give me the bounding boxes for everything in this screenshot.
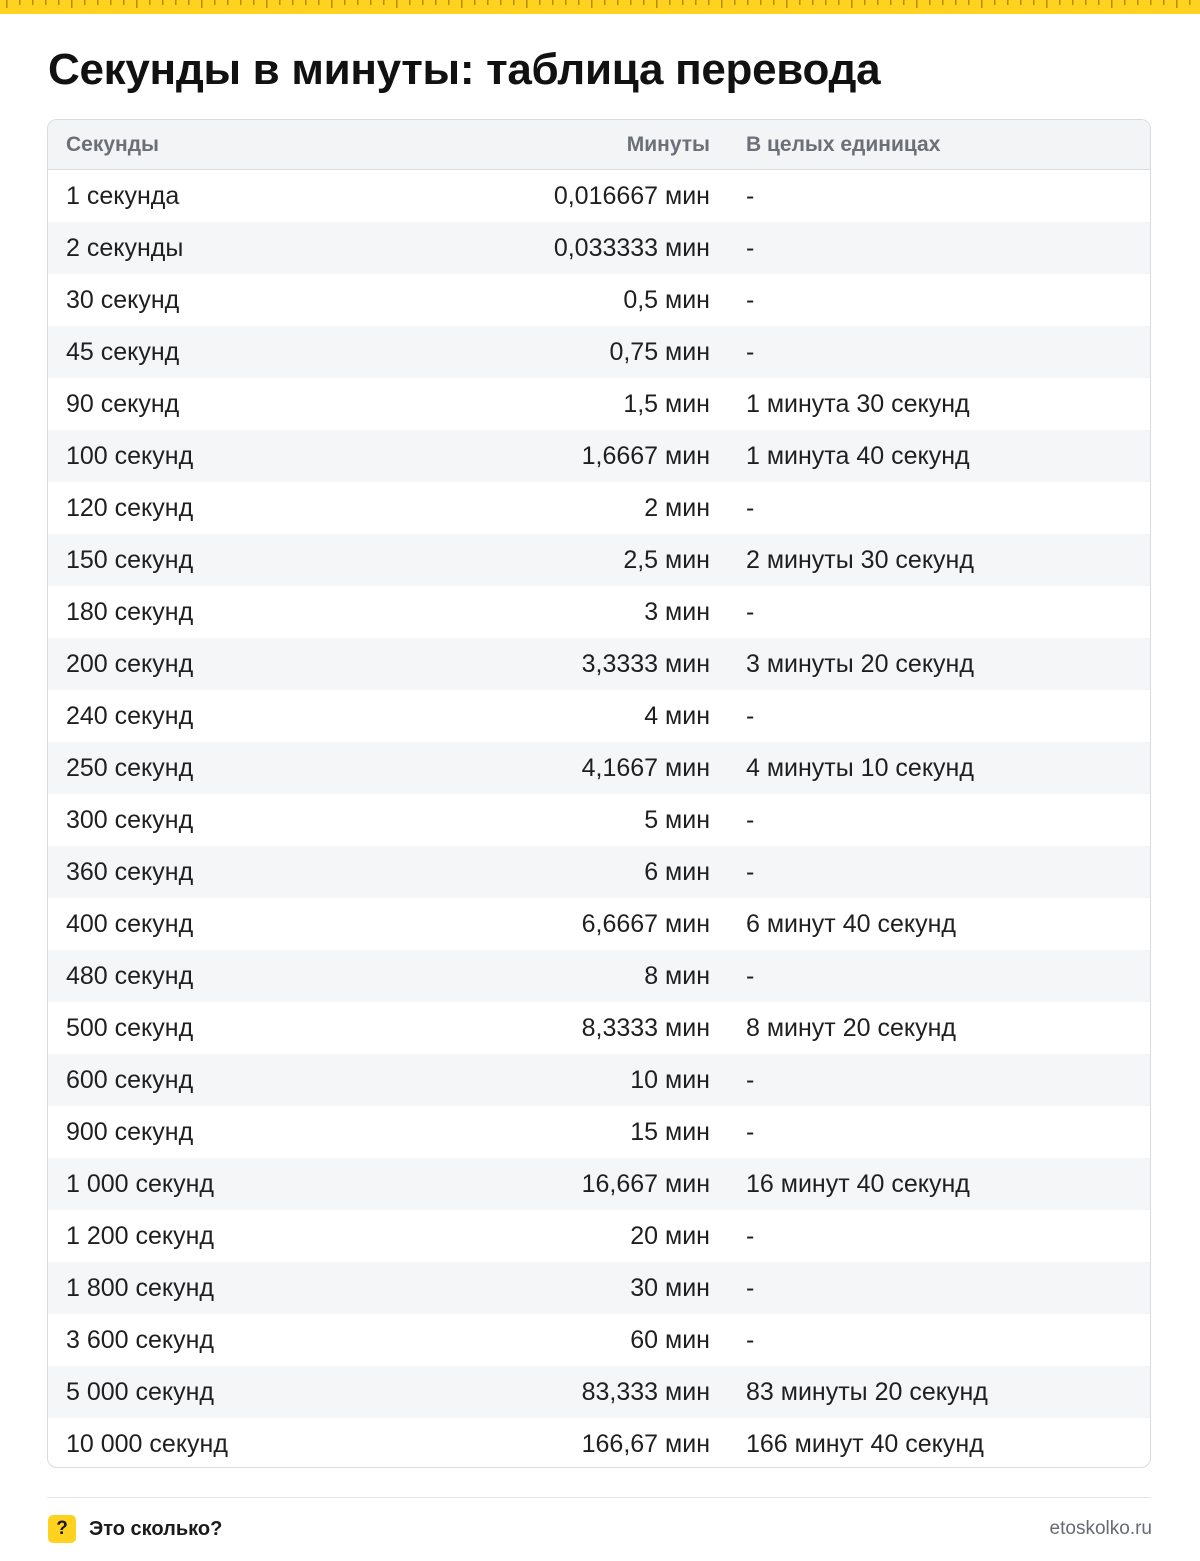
table-row <box>48 794 1150 846</box>
ruler-tick <box>1150 0 1152 5</box>
ruler-tick <box>19 0 21 5</box>
ruler-tick <box>747 0 749 5</box>
ruler-tick <box>643 0 645 5</box>
cell-seconds: 400 секунд <box>66 909 194 938</box>
table-row <box>48 1210 1150 1262</box>
ruler-tick <box>760 0 762 5</box>
ruler-tick <box>344 0 346 5</box>
cell-whole-units: - <box>746 805 755 834</box>
ruler-tick <box>526 0 528 8</box>
cell-whole-units: 1 минута 40 секунд <box>746 441 970 470</box>
cell-minutes: 10 мин <box>630 1065 710 1094</box>
cell-whole-units: - <box>746 597 755 626</box>
ruler-tick <box>383 0 385 5</box>
ruler-tick <box>318 0 320 5</box>
ruler-tick <box>656 0 658 8</box>
ruler-tick <box>942 0 944 5</box>
cell-whole-units: 83 минуты 20 секунд <box>746 1377 988 1406</box>
cell-seconds: 200 секунд <box>66 649 194 678</box>
cell-whole-units: - <box>746 1117 755 1146</box>
conversion-table <box>47 119 1151 1468</box>
ruler-tick <box>1046 0 1048 8</box>
cell-minutes: 3,3333 мин <box>581 649 710 678</box>
ruler-tick <box>227 0 229 5</box>
cell-seconds: 600 секунд <box>66 1065 194 1094</box>
cell-minutes: 60 мин <box>630 1325 710 1354</box>
cell-seconds: 45 секунд <box>66 337 180 366</box>
ruler-tick <box>825 0 827 5</box>
ruler-tick <box>682 0 684 5</box>
cell-minutes: 0,75 мин <box>609 337 710 366</box>
ruler-tick <box>32 0 34 5</box>
ruler-tick <box>1020 0 1022 5</box>
ruler-tick <box>838 0 840 5</box>
header-minutes: Минуты <box>626 132 710 156</box>
brand-name: Это сколько? <box>89 1517 223 1540</box>
ruler-tick <box>903 0 905 5</box>
cell-whole-units: 6 минут 40 секунд <box>746 909 956 938</box>
ruler-tick <box>968 0 970 5</box>
cell-seconds: 900 секунд <box>66 1117 194 1146</box>
table-row <box>48 950 1150 1002</box>
ruler-tick <box>435 0 437 5</box>
cell-whole-units: - <box>746 1221 755 1250</box>
table-body <box>48 170 1150 1468</box>
table-row <box>48 534 1150 586</box>
ruler-tick <box>175 0 177 5</box>
cell-minutes: 1,6667 мин <box>581 441 710 470</box>
cell-minutes: 0,033333 мин <box>553 233 710 262</box>
table-row <box>48 1002 1150 1054</box>
cell-whole-units: - <box>746 1325 755 1354</box>
table-row <box>48 1314 1150 1366</box>
ruler-tick <box>1176 0 1178 8</box>
site-link[interactable]: etoskolko.ru <box>1049 1518 1152 1539</box>
ruler-tick <box>617 0 619 5</box>
ruler-tick <box>500 0 502 5</box>
table-row <box>48 638 1150 690</box>
cell-minutes: 4 мин <box>644 701 710 730</box>
table-row <box>48 1366 1150 1418</box>
ruler-tick <box>149 0 151 5</box>
ruler-tick <box>721 0 723 8</box>
ruler-tick <box>734 0 736 5</box>
ruler-tick <box>552 0 554 5</box>
cell-seconds: 240 секунд <box>66 701 194 730</box>
table-row <box>48 742 1150 794</box>
cell-whole-units: 16 минут 40 секунд <box>746 1169 970 1198</box>
cell-seconds: 480 секунд <box>66 961 194 990</box>
ruler-tick <box>370 0 372 5</box>
ruler-tick <box>58 0 60 5</box>
ruler-tick <box>136 0 138 8</box>
cell-seconds: 3 600 секунд <box>66 1325 215 1354</box>
table-row <box>48 898 1150 950</box>
ruler-tick <box>292 0 294 5</box>
cell-whole-units: 1 минута 30 секунд <box>746 389 970 418</box>
cell-minutes: 166,67 мин <box>581 1429 710 1458</box>
ruler-tick <box>799 0 801 5</box>
table-row <box>48 586 1150 638</box>
cell-seconds: 1 000 секунд <box>66 1169 215 1198</box>
ruler-tick <box>71 0 73 8</box>
ruler-tick <box>578 0 580 5</box>
ruler-ticks <box>0 0 1200 14</box>
ruler-tick <box>1085 0 1087 5</box>
cell-seconds: 1 800 секунд <box>66 1273 215 1302</box>
ruler-tick <box>1098 0 1100 5</box>
cell-whole-units: 4 минуты 10 секунд <box>746 753 974 782</box>
ruler-strip <box>0 0 1200 14</box>
cell-whole-units: - <box>746 701 755 730</box>
ruler-tick <box>1072 0 1074 5</box>
ruler-tick <box>981 0 983 8</box>
cell-minutes: 30 мин <box>630 1273 710 1302</box>
table-row <box>48 846 1150 898</box>
ruler-tick <box>474 0 476 5</box>
ruler-tick <box>201 0 203 8</box>
ruler-tick <box>630 0 632 5</box>
cell-minutes: 20 мин <box>630 1221 710 1250</box>
table-header <box>48 120 1150 170</box>
cell-minutes: 2,5 мин <box>623 545 710 574</box>
table-row <box>48 378 1150 430</box>
ruler-tick <box>214 0 216 5</box>
ruler-tick <box>890 0 892 5</box>
ruler-tick <box>162 0 164 5</box>
ruler-tick <box>812 0 814 5</box>
ruler-tick <box>1059 0 1061 5</box>
cell-minutes: 0,016667 мин <box>553 181 710 210</box>
table-row <box>48 1418 1150 1468</box>
cell-minutes: 15 мин <box>630 1117 710 1146</box>
ruler-tick <box>1163 0 1165 5</box>
cell-whole-units: - <box>746 181 755 210</box>
ruler-tick <box>461 0 463 8</box>
ruler-tick <box>786 0 788 8</box>
cell-seconds: 500 секунд <box>66 1013 194 1042</box>
cell-whole-units: - <box>746 493 755 522</box>
cell-whole-units: - <box>746 337 755 366</box>
ruler-tick <box>851 0 853 8</box>
ruler-tick <box>708 0 710 5</box>
ruler-tick <box>396 0 398 8</box>
cell-minutes: 2 мин <box>644 493 710 522</box>
footer-divider <box>47 1497 1151 1498</box>
header-seconds: Секунды <box>66 132 159 156</box>
table-row <box>48 430 1150 482</box>
question-mark-icon: ? <box>48 1515 76 1543</box>
cell-seconds: 120 секунд <box>66 493 194 522</box>
cell-minutes: 83,333 мин <box>581 1377 710 1406</box>
cell-seconds: 250 секунд <box>66 753 194 782</box>
ruler-tick <box>279 0 281 5</box>
cell-seconds: 10 000 секунд <box>66 1429 228 1458</box>
table-row <box>48 170 1150 222</box>
ruler-tick <box>539 0 541 5</box>
cell-seconds: 360 секунд <box>66 857 194 886</box>
cell-minutes: 6,6667 мин <box>581 909 710 938</box>
cell-minutes: 0,5 мин <box>623 285 710 314</box>
ruler-tick <box>604 0 606 5</box>
ruler-tick <box>1033 0 1035 5</box>
cell-whole-units: - <box>746 857 755 886</box>
ruler-tick <box>123 0 125 5</box>
ruler-tick <box>448 0 450 5</box>
ruler-tick <box>253 0 255 5</box>
cell-whole-units: - <box>746 1273 755 1302</box>
ruler-tick <box>773 0 775 5</box>
ruler-tick <box>6 0 8 8</box>
ruler-tick <box>994 0 996 5</box>
table-row <box>48 1106 1150 1158</box>
cell-seconds: 300 секунд <box>66 805 194 834</box>
cell-whole-units: 2 минуты 30 секунд <box>746 545 974 574</box>
cell-minutes: 3 мин <box>644 597 710 626</box>
ruler-tick <box>877 0 879 5</box>
ruler-tick <box>669 0 671 5</box>
table-row <box>48 482 1150 534</box>
ruler-tick <box>864 0 866 5</box>
cell-whole-units: 3 минуты 20 секунд <box>746 649 974 678</box>
ruler-tick <box>565 0 567 5</box>
ruler-tick <box>487 0 489 5</box>
cell-minutes: 8 мин <box>644 961 710 990</box>
ruler-tick <box>1007 0 1009 5</box>
ruler-tick <box>1189 0 1191 5</box>
ruler-tick <box>240 0 242 5</box>
cell-minutes: 1,5 мин <box>623 389 710 418</box>
cell-whole-units: - <box>746 1065 755 1094</box>
brand-logo[interactable] <box>48 1515 222 1543</box>
table-row <box>48 326 1150 378</box>
ruler-tick <box>916 0 918 8</box>
ruler-tick <box>305 0 307 5</box>
ruler-tick <box>266 0 268 8</box>
header-whole-units: В целых единицах <box>746 132 941 156</box>
cell-minutes: 5 мин <box>644 805 710 834</box>
ruler-tick <box>591 0 593 8</box>
ruler-tick <box>1124 0 1126 5</box>
cell-minutes: 16,667 мин <box>581 1169 710 1198</box>
ruler-tick <box>110 0 112 5</box>
ruler-tick <box>929 0 931 5</box>
ruler-tick <box>331 0 333 8</box>
cell-whole-units: - <box>746 285 755 314</box>
table-row <box>48 274 1150 326</box>
ruler-tick <box>1111 0 1113 8</box>
cell-minutes: 8,3333 мин <box>581 1013 710 1042</box>
ruler-tick <box>188 0 190 5</box>
cell-whole-units: 8 минут 20 секунд <box>746 1013 956 1042</box>
cell-seconds: 100 секунд <box>66 441 194 470</box>
ruler-tick <box>1137 0 1139 5</box>
ruler-tick <box>422 0 424 5</box>
cell-seconds: 90 секунд <box>66 389 180 418</box>
table-row <box>48 222 1150 274</box>
ruler-tick <box>84 0 86 5</box>
cell-seconds: 30 секунд <box>66 285 180 314</box>
cell-seconds: 1 секунда <box>66 181 180 210</box>
cell-seconds: 5 000 секунд <box>66 1377 215 1406</box>
cell-seconds: 1 200 секунд <box>66 1221 215 1250</box>
ruler-tick <box>955 0 957 5</box>
ruler-tick <box>45 0 47 5</box>
table-row <box>48 690 1150 742</box>
table-row <box>48 1054 1150 1106</box>
cell-whole-units: 166 минут 40 секунд <box>746 1429 984 1458</box>
cell-minutes: 6 мин <box>644 857 710 886</box>
ruler-tick <box>357 0 359 5</box>
cell-seconds: 2 секунды <box>66 233 184 262</box>
table-row <box>48 1158 1150 1210</box>
ruler-tick <box>513 0 515 5</box>
table-row <box>48 1262 1150 1314</box>
page-title: Секунды в минуты: таблица перевода <box>48 45 881 94</box>
cell-seconds: 180 секунд <box>66 597 194 626</box>
ruler-tick <box>695 0 697 5</box>
ruler-tick <box>409 0 411 5</box>
ruler-tick <box>97 0 99 5</box>
cell-minutes: 4,1667 мин <box>581 753 710 782</box>
cell-seconds: 150 секунд <box>66 545 194 574</box>
cell-whole-units: - <box>746 961 755 990</box>
cell-whole-units: - <box>746 233 755 262</box>
